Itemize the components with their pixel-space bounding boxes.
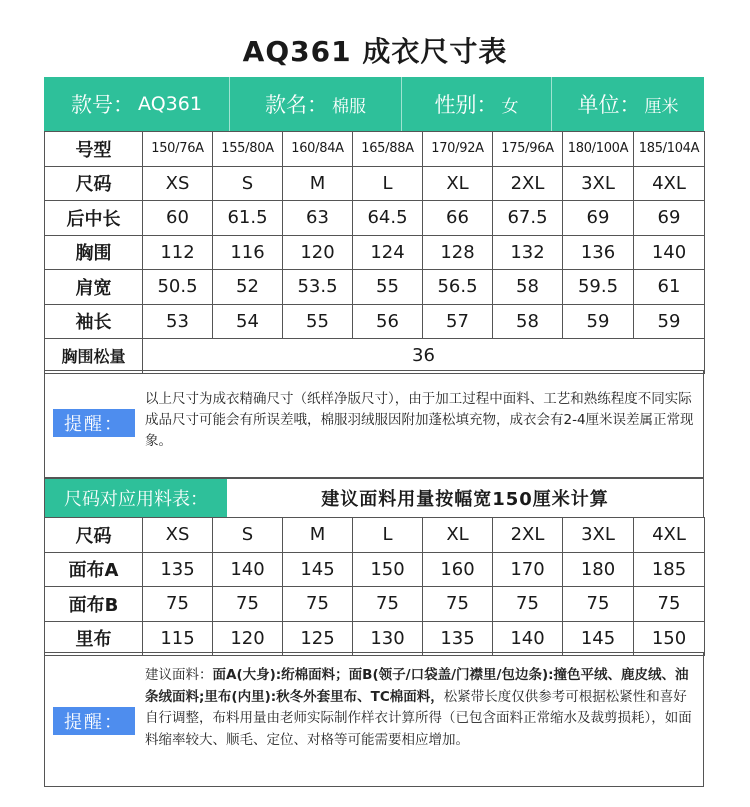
table-cell: 54 <box>213 304 283 339</box>
table-cell: L <box>353 166 423 201</box>
table-cell: 3XL <box>563 518 634 553</box>
table-cell: 59 <box>634 304 705 339</box>
table-cell: XL <box>423 518 493 553</box>
table-cell: 63 <box>283 201 353 236</box>
table-cell: 75 <box>213 587 283 622</box>
style-no-value: AQ361 <box>138 93 202 115</box>
table-cell: 185 <box>634 552 705 587</box>
table-cell: 140 <box>493 621 563 656</box>
size-row <box>45 270 705 305</box>
table-cell: 120 <box>283 235 353 270</box>
table-cell: 56.5 <box>423 270 493 305</box>
size-row <box>45 201 705 236</box>
table-cell: 135 <box>423 621 493 656</box>
table-cell: 55 <box>283 304 353 339</box>
table-cell: 175/96A <box>493 132 563 167</box>
table-cell: L <box>353 518 423 553</box>
style-name-value: 棉服 <box>332 96 366 117</box>
fabric-section-header <box>44 478 704 518</box>
table-cell: 57 <box>423 304 493 339</box>
reminder-badge-2: 提醒： <box>53 707 135 735</box>
row-label: 面布B <box>45 587 143 622</box>
table-cell: 58 <box>493 304 563 339</box>
fabric-row <box>45 587 705 622</box>
table-cell: 150 <box>634 621 705 656</box>
table-cell: 160/84A <box>283 132 353 167</box>
fabric-advice-text <box>145 665 695 751</box>
fabric-section-text: 建议面料用量按幅宽150厘米计算 <box>321 489 609 510</box>
table-cell: 75 <box>143 587 213 622</box>
size-row <box>45 235 705 270</box>
table-cell: 53.5 <box>283 270 353 305</box>
table-cell: 56 <box>353 304 423 339</box>
size-row <box>45 166 705 201</box>
table-cell: 2XL <box>493 166 563 201</box>
ease-label: 胸围松量 <box>45 339 143 374</box>
table-cell: 185/104A <box>634 132 705 167</box>
advice-rest: 松紧带长度仅供参考可根据松紧性和喜好自行调整，布料用量由老师实际制作样衣计算所得（已包含面料正常缩水及裁剪损耗），如面料缩率较大、顺毛、定位、对格等可能需要相应增加。 <box>145 688 692 748</box>
table-cell: 120 <box>213 621 283 656</box>
note-box-1 <box>44 370 704 478</box>
table-cell: 140 <box>634 235 705 270</box>
table-cell: 115 <box>143 621 213 656</box>
row-label: 号型 <box>45 132 143 167</box>
table-cell: 145 <box>283 552 353 587</box>
table-cell: 150/76A <box>143 132 213 167</box>
table-cell: 59 <box>563 304 634 339</box>
table-cell: 52 <box>213 270 283 305</box>
style-no <box>44 77 230 131</box>
ease-row <box>45 339 705 374</box>
fabric-row <box>45 518 705 553</box>
page-title: AQ361 成衣尺寸表 <box>242 35 508 68</box>
table-cell: 132 <box>493 235 563 270</box>
table-cell: 61.5 <box>213 201 283 236</box>
table-cell: 180 <box>563 552 634 587</box>
table-cell: 112 <box>143 235 213 270</box>
table-cell: 75 <box>634 587 705 622</box>
table-cell: 61 <box>634 270 705 305</box>
table-cell: 4XL <box>634 166 705 201</box>
table-cell: 180/100A <box>563 132 634 167</box>
table-cell: 136 <box>563 235 634 270</box>
table-cell: 155/80A <box>213 132 283 167</box>
table-cell: 145 <box>563 621 634 656</box>
info-header <box>44 77 704 131</box>
table-cell: S <box>213 166 283 201</box>
gender-value: 女 <box>501 96 519 117</box>
style-no-key: 款号： <box>71 93 135 117</box>
table-cell: XS <box>143 518 213 553</box>
row-label: 胸围 <box>45 235 143 270</box>
table-cell: 150 <box>353 552 423 587</box>
table-cell: XL <box>423 166 493 201</box>
table-cell: 135 <box>143 552 213 587</box>
style-name-key: 款名： <box>265 93 328 117</box>
row-label: 里布 <box>45 621 143 656</box>
note-box-2 <box>44 652 704 787</box>
unit <box>552 77 704 131</box>
table-cell: 66 <box>423 201 493 236</box>
table-cell: 170/92A <box>423 132 493 167</box>
unit-value: 厘米 <box>644 96 679 117</box>
table-cell: 140 <box>213 552 283 587</box>
table-cell: 75 <box>353 587 423 622</box>
reminder-badge: 提醒： <box>53 409 135 437</box>
advice-lead: 建议面料： <box>145 667 213 683</box>
table-cell: 75 <box>493 587 563 622</box>
reminder-text: 以上尺寸为成衣精确尺寸（纸样净版尺寸），由于加工过程中面料、工艺和熟练程度不同实际成品尺寸可能会有所误差哦，棉服羽绒服因附加蓬松填充物，成衣会有2-4厘米误差属正常现象。 <box>145 391 694 449</box>
table-cell: M <box>283 518 353 553</box>
table-cell: 124 <box>353 235 423 270</box>
table-cell: XS <box>143 166 213 201</box>
table-cell: 58 <box>493 270 563 305</box>
table-cell: 128 <box>423 235 493 270</box>
table-cell: 116 <box>213 235 283 270</box>
fabric-row <box>45 621 705 656</box>
table-cell: 69 <box>563 201 634 236</box>
table-cell: 69 <box>634 201 705 236</box>
size-table <box>44 131 705 374</box>
row-label: 面布A <box>45 552 143 587</box>
unit-key: 单位： <box>577 93 641 117</box>
table-cell: 60 <box>143 201 213 236</box>
fabric-section-label: 尺码对应用料表： <box>45 479 227 517</box>
table-cell: 170 <box>493 552 563 587</box>
table-cell: 3XL <box>563 166 634 201</box>
table-cell: 4XL <box>634 518 705 553</box>
gender <box>402 77 552 131</box>
row-label: 后中长 <box>45 201 143 236</box>
ease-value: 36 <box>143 339 705 374</box>
style-name <box>230 77 402 131</box>
fabric-table <box>44 517 705 656</box>
table-cell: M <box>283 166 353 201</box>
row-label: 尺码 <box>45 166 143 201</box>
fabric-row <box>45 552 705 587</box>
table-cell: 50.5 <box>143 270 213 305</box>
table-cell: 2XL <box>493 518 563 553</box>
row-label: 袖长 <box>45 304 143 339</box>
table-cell: 64.5 <box>353 201 423 236</box>
gender-key: 性别： <box>434 93 498 117</box>
advice-fabrics: 面A(大身):绗棉面料；面B(领子/口袋盖/门襟里/包边条):撞色平绒、鹿皮绒、油条绒面料;里布(内里):秋冬外套里布、TC棉面料， <box>145 667 689 705</box>
table-cell: S <box>213 518 283 553</box>
table-cell: 165/88A <box>353 132 423 167</box>
table-cell: 75 <box>423 587 493 622</box>
table-cell: 160 <box>423 552 493 587</box>
size-row <box>45 132 705 167</box>
table-cell: 125 <box>283 621 353 656</box>
size-row <box>45 304 705 339</box>
table-cell: 130 <box>353 621 423 656</box>
table-cell: 67.5 <box>493 201 563 236</box>
table-cell: 75 <box>283 587 353 622</box>
table-cell: 53 <box>143 304 213 339</box>
row-label: 肩宽 <box>45 270 143 305</box>
row-label: 尺码 <box>45 518 143 553</box>
table-cell: 55 <box>353 270 423 305</box>
table-cell: 59.5 <box>563 270 634 305</box>
table-cell: 75 <box>563 587 634 622</box>
